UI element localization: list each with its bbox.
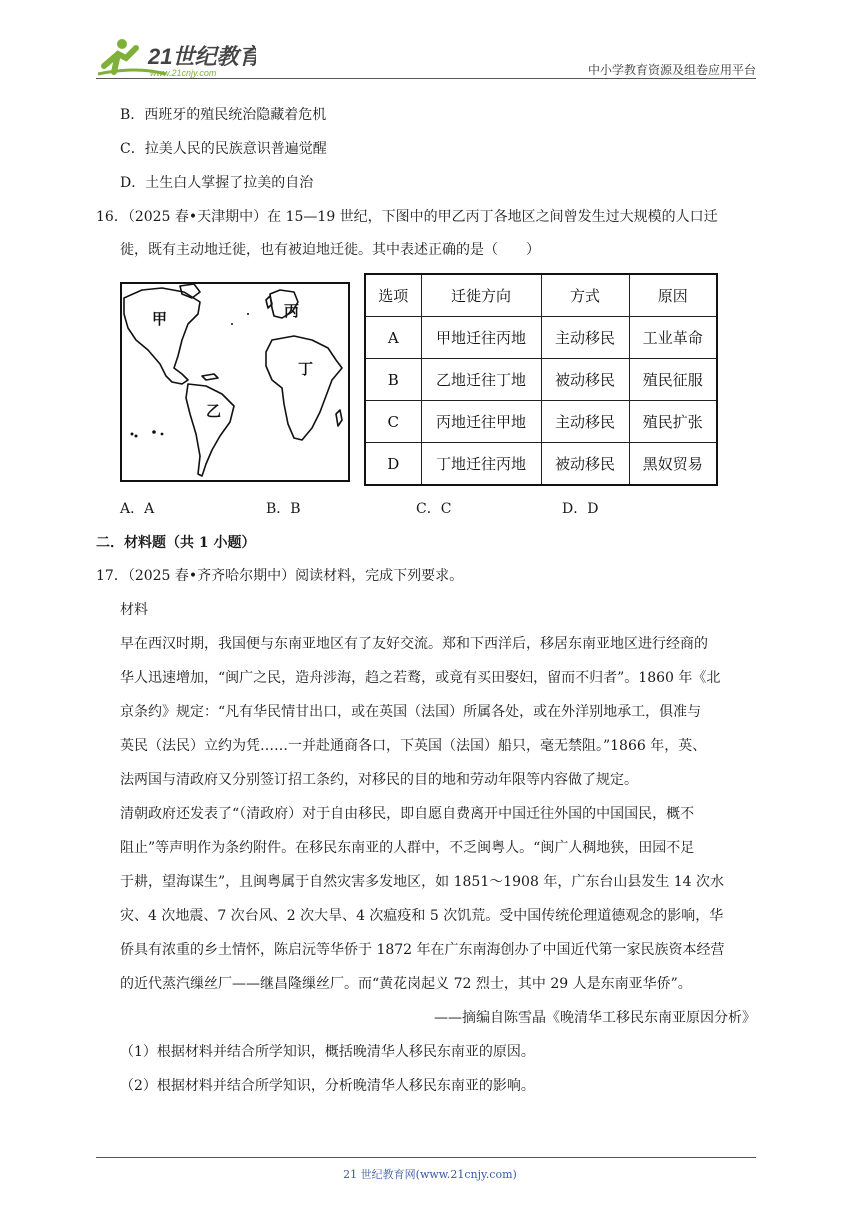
map-label-bing: 丙 [284, 302, 300, 320]
table-cell: B [365, 359, 421, 401]
table-cell: 被动移民 [541, 443, 629, 486]
table-cell: 殖民征服 [629, 359, 717, 401]
table-header-row [365, 274, 717, 317]
table-header-cell: 原因 [629, 274, 717, 317]
table-cell: 甲地迁往丙地 [421, 317, 541, 359]
table-cell: A [365, 317, 421, 359]
map-label-jia: 甲 [152, 310, 168, 328]
world-map [120, 282, 350, 482]
migration-table [364, 273, 718, 486]
q17-material-line: 灾、4 次地震、7 次台风、2 次大旱、4 次瘟疫和 5 次饥荒。受中国传统伦理道德观念的影响，华 [120, 908, 724, 924]
q16-option-a: A．A [120, 501, 155, 517]
map-label-yi: 乙 [206, 402, 222, 420]
table-row [365, 401, 717, 443]
table-cell: 丙地迁往甲地 [421, 401, 541, 443]
q17-material-line: 华人迅速增加，“闽广之民，造舟涉海，趋之若鹜，或竟有买田娶妇，留而不归者”。1860 年《北 [120, 670, 721, 686]
svg-text:21世纪教育: 21世纪教育 [148, 44, 256, 69]
table-cell: 主动移民 [541, 317, 629, 359]
table-row [365, 443, 717, 486]
header-divider [96, 78, 756, 79]
table-row [365, 317, 717, 359]
svg-text:www.21cnjy.com: www.21cnjy.com [150, 68, 217, 78]
south-america-outline [186, 384, 234, 476]
q17-material-line: 的近代蒸汽缫丝厂——继昌隆缫丝厂。而“黄花岗起义 72 烈士，其中 29 人是东南亚华侨”。 [120, 976, 692, 992]
q17-material-line: 英民（法民）立约为凭……一并赴通商各口，下英国（法国）船只，毫无禁阻。”1866 年，英、 [120, 738, 707, 754]
q16-stem-line1: 16．（2025 春•天津期中）在 15—19 世纪，下图中的甲乙丙丁各地区之间曾发生过大规模的人口迁 [96, 209, 718, 225]
table-cell: D [365, 443, 421, 486]
q17-subquestion-2: （2）根据材料并结合所学知识，分析晚清华人移民东南亚的影响。 [120, 1078, 535, 1094]
madagascar-outline [336, 410, 342, 426]
table-cell: 乙地迁往丁地 [421, 359, 541, 401]
site-logo [96, 36, 256, 80]
table-cell: 被动移民 [541, 359, 629, 401]
table-cell: 丁地迁往丙地 [421, 443, 541, 486]
table-cell: C [365, 401, 421, 443]
q17-subquestion-1: （1）根据材料并结合所学知识，概括晚清华人移民东南亚的原因。 [120, 1044, 535, 1060]
header-platform-text: 中小学教育资源及组卷应用平台 [587, 63, 756, 77]
q17-material-line: 清朝政府还发表了“（清政府）对于自由移民，即自愿自费离开中国迁往外国的中国国民，概不 [120, 806, 695, 822]
q15-option-d: D．土生白人掌握了拉美的自治 [120, 175, 314, 191]
table-row [365, 359, 717, 401]
north-america-outline [124, 288, 200, 384]
q16-option-b: B．B [266, 501, 301, 517]
q17-material-line: 阻止”等声明作为条约附件。在移民东南亚的人群中，不乏闽粤人。“闽广人稠地狭，田园不足 [120, 840, 695, 856]
table-cell: 主动移民 [541, 401, 629, 443]
q17-material-label: 材料 [120, 602, 148, 618]
q17-material-line: 京条约》规定：“凡有华民情甘出口，或在英国（法国）所属各处，或在外洋别地承工，俱准与 [120, 704, 702, 720]
q17-material-line: 侨具有浓重的乡土情怀，陈启沅等华侨于 1872 年在广东南海创办了中国近代第一家民族资本经营 [120, 942, 725, 958]
q17-source: ——摘编自陈雪晶《晚清华工移民东南亚原因分析》 [434, 1010, 756, 1026]
q17-material-line: 法两国与清政府又分别签订招工条约，对移民的目的地和劳动年限等内容做了规定。 [120, 772, 638, 788]
q16-option-d: D．D [562, 501, 599, 517]
section-title: 二．材料题（共 1 小题） [96, 535, 256, 551]
table-cell: 工业革命 [629, 317, 717, 359]
table-cell: 黑奴贸易 [629, 443, 717, 486]
footer-text: 21 世纪教育网(www.21cnjy.com) [343, 1168, 517, 1181]
africa-outline [266, 336, 342, 440]
map-label-ding: 丁 [298, 360, 314, 378]
table-header-cell: 迁徙方向 [421, 274, 541, 317]
q17-material-line: 早在西汉时期，我国便与东南亚地区有了友好交流。郑和下西洋后，移居东南亚地区进行经商的 [120, 636, 708, 652]
footer-divider [96, 1157, 756, 1158]
q16-option-c: C．C [416, 501, 452, 517]
table-header-cell: 方式 [541, 274, 629, 317]
q15-option-b: B．西班牙的殖民统治隐藏着危机 [120, 107, 327, 123]
table-header-cell: 选项 [365, 274, 421, 317]
q17-material-line: 于耕，望海谋生”，且闽粤属于自然灾害多发地区，如 1851～1908 年，广东台山县发生 14 次水 [120, 874, 725, 890]
table-cell: 殖民扩张 [629, 401, 717, 443]
q15-option-c: C．拉美人民的民族意识普遍觉醒 [120, 141, 327, 157]
q16-stem-line2: 徙，既有主动地迁徙，也有被迫地迁徙。其中表述正确的是（ ） [120, 242, 540, 258]
q17-stem: 17．（2025 春•齐齐哈尔期中）阅读材料，完成下列要求。 [96, 568, 464, 584]
